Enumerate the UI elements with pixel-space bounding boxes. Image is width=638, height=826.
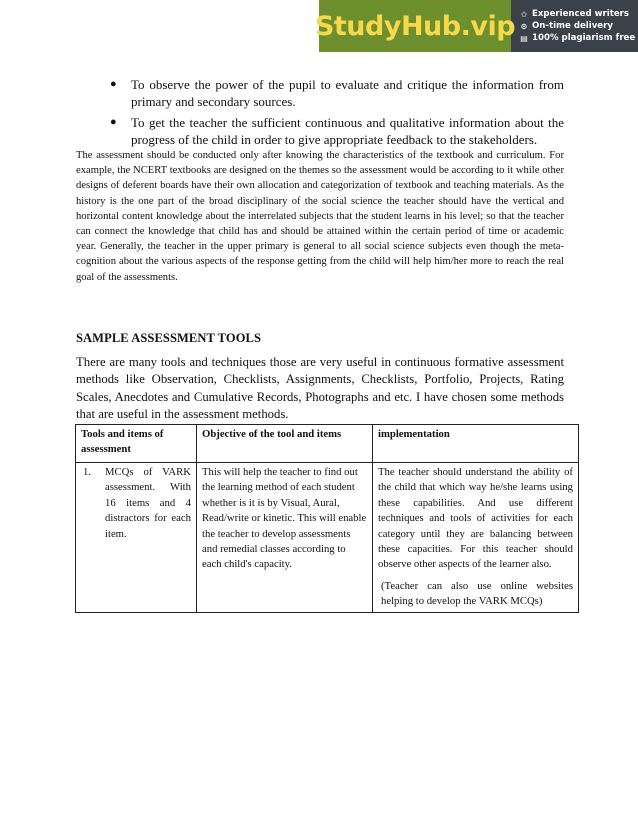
table-header-row	[76, 425, 579, 463]
star-icon: ✩	[520, 9, 528, 19]
document-icon: ▤	[520, 33, 528, 43]
table-cell-objective: This will help the teacher to find out the learning method of each student whether is it is by Visual, Aural, Read/write or kinetic. This will enable the teacher to develop assessments and remedial classes according to each child's capacity.	[197, 463, 373, 613]
implementation-note: (Teacher can also use online websites helping to develop the VARK MCQs)	[381, 579, 573, 608]
brand-logo[interactable]	[314, 0, 516, 52]
tools-intro-paragraph: There are many tools and techniques those are very useful in continuous formative assessment methods like Observation, Checklists, Assignments, Checklists, Portfolio, Projects, Rating Scales, Anecdotes and Cumulative Records, Photographs and etc. I have chosen some methods that are useful in the assessment methods.	[76, 355, 564, 422]
list-item-text: To get the teacher the sufficient continuous and qualitative information about the progress of the child in order to give appropriate feedback to the stakeholders.	[131, 115, 564, 147]
feature-item	[520, 33, 638, 44]
list-item	[110, 76, 564, 110]
tool-description: MCQs of VARK assessment. With 16 items and 4 distractors for each item.	[105, 466, 191, 540]
feature-label: On-time delivery	[532, 20, 613, 31]
section-heading: SAMPLE ASSESSMENT TOOLS	[76, 331, 262, 345]
feature-label: 100% plagiarism free	[532, 32, 636, 43]
table-row	[76, 463, 579, 613]
column-header-objective: Objective of the tool and items	[197, 425, 373, 463]
implementation-text: The teacher should understand the ability of the child that which way he/she learns using these capabilities. And use different techniques and tools of activities for each category until they are balancing between these capacities. For this teacher should observe other aspects of the learner also.	[378, 466, 573, 571]
column-header-implementation: implementation	[373, 425, 579, 463]
list-item	[110, 114, 564, 148]
feature-label: Experienced writers	[532, 8, 630, 19]
table-cell-tool	[76, 463, 197, 613]
list-item-text: To observe the power of the pupil to evaluate and critique the information from primary and secondary sources.	[131, 77, 564, 109]
column-header-tools: Tools and items of assessment	[76, 425, 197, 463]
feature-item	[520, 21, 638, 32]
studyhub-banner[interactable]	[314, 0, 638, 52]
feature-list	[511, 0, 638, 52]
bullet-icon: ●	[110, 116, 117, 128]
clock-icon: ⊙	[520, 21, 528, 31]
row-number: 1.	[83, 466, 92, 478]
brand-name: StudyHub.vip	[314, 10, 516, 42]
bullet-icon: ●	[110, 78, 117, 90]
objectives-list	[110, 76, 564, 152]
assessment-tools-table	[75, 424, 579, 613]
table-cell-implementation	[373, 463, 579, 613]
feature-item	[520, 9, 638, 20]
assessment-paragraph: The assessment should be conducted only after knowing the characteristics of the textbook and curriculum. For example, the NCERT textbooks are designed on the themes so the assessment would be according to it while other designs of deferent boards have their own allocation and categorization of textbook and teaching materials. As the history is the one part of the broad disciplinary of the social science the teacher should have the vertical and horizontal content knowledge about the interrelated subjects that the student learns in his level; so that the teacher can connect the knowledge that child has and should be attained within the certain period of time or academic year. Generally, the teacher in the upper primary is general to all social science subjects even though the meta-cognition about the various aspects of the response getting from the child will help him/her more to reach the real goal of the assessments.	[76, 150, 564, 283]
